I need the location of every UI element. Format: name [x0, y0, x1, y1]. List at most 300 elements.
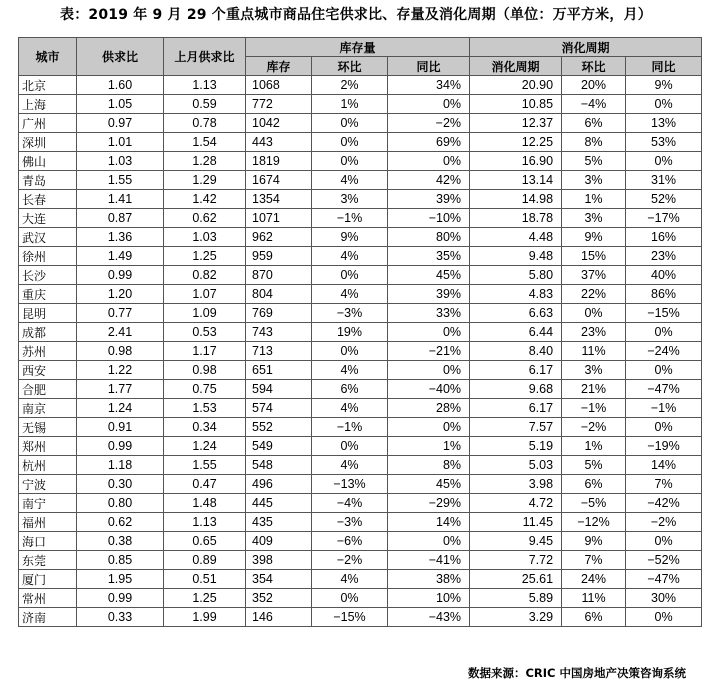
table-row [19, 95, 702, 114]
cell-inventory-yoy: 42% [388, 171, 470, 190]
cell-digestion-yoy: −52% [626, 551, 702, 570]
cell-digestion-mom: −12% [562, 513, 626, 532]
cell-last-month-ratio: 1.29 [164, 171, 246, 190]
table-row [19, 171, 702, 190]
cell-digestion-mom: 11% [562, 342, 626, 361]
cell-digestion-yoy: −19% [626, 437, 702, 456]
cell-digestion-mom: 6% [562, 475, 626, 494]
cell-inventory: 409 [246, 532, 312, 551]
cell-digestion-yoy: 0% [626, 361, 702, 380]
cell-last-month-ratio: 1.28 [164, 152, 246, 171]
cell-last-month-ratio: 0.34 [164, 418, 246, 437]
cell-city: 杭州 [19, 456, 77, 475]
header-supply-ratio: 供求比 [77, 38, 164, 76]
cell-city: 长沙 [19, 266, 77, 285]
table-row [19, 304, 702, 323]
cell-digestion-mom: 23% [562, 323, 626, 342]
cell-last-month-ratio: 1.48 [164, 494, 246, 513]
cell-digestion-yoy: 23% [626, 247, 702, 266]
cell-digestion-mom: −4% [562, 95, 626, 114]
cell-inventory-mom: 4% [312, 570, 388, 589]
cell-digestion-period: 16.90 [470, 152, 562, 171]
cell-inventory: 443 [246, 133, 312, 152]
cell-supply-ratio: 0.99 [77, 437, 164, 456]
cell-inventory-yoy: 69% [388, 133, 470, 152]
cell-supply-ratio: 1.24 [77, 399, 164, 418]
cell-supply-ratio: 1.49 [77, 247, 164, 266]
cell-digestion-mom: 9% [562, 532, 626, 551]
cell-inventory-mom: 4% [312, 399, 388, 418]
cell-inventory-mom: 0% [312, 152, 388, 171]
header-last-month-ratio: 上月供求比 [164, 38, 246, 76]
table-row [19, 247, 702, 266]
cell-inventory: 548 [246, 456, 312, 475]
cell-city: 武汉 [19, 228, 77, 247]
table-title: 表：2019 年 9 月 29 个重点城市商品住宅供求比、存量及消化周期（单位：万平方米，月） [60, 7, 652, 23]
cell-last-month-ratio: 1.99 [164, 608, 246, 627]
cell-city: 东莞 [19, 551, 77, 570]
cell-digestion-period: 9.68 [470, 380, 562, 399]
cell-digestion-period: 6.17 [470, 399, 562, 418]
cell-inventory: 1071 [246, 209, 312, 228]
cell-city: 苏州 [19, 342, 77, 361]
cell-inventory-yoy: 45% [388, 266, 470, 285]
cell-digestion-yoy: 53% [626, 133, 702, 152]
cell-digestion-period: 18.78 [470, 209, 562, 228]
cell-inventory-yoy: 0% [388, 95, 470, 114]
cell-last-month-ratio: 1.13 [164, 76, 246, 95]
cell-last-month-ratio: 0.59 [164, 95, 246, 114]
cell-digestion-mom: 11% [562, 589, 626, 608]
header-digestion-yoy: 同比 [626, 57, 702, 76]
cell-inventory: 1068 [246, 76, 312, 95]
cell-last-month-ratio: 1.07 [164, 285, 246, 304]
cell-digestion-period: 9.48 [470, 247, 562, 266]
cell-digestion-mom: 6% [562, 114, 626, 133]
cell-inventory-mom: 0% [312, 589, 388, 608]
table-row [19, 285, 702, 304]
cell-digestion-mom: −5% [562, 494, 626, 513]
table-row [19, 475, 702, 494]
cell-inventory: 772 [246, 95, 312, 114]
cell-digestion-period: 4.48 [470, 228, 562, 247]
cell-inventory-yoy: −29% [388, 494, 470, 513]
cell-inventory-yoy: 34% [388, 76, 470, 95]
cell-city: 南宁 [19, 494, 77, 513]
cell-digestion-yoy: 52% [626, 190, 702, 209]
cell-last-month-ratio: 1.54 [164, 133, 246, 152]
cell-supply-ratio: 1.95 [77, 570, 164, 589]
cell-inventory: 1674 [246, 171, 312, 190]
table-row [19, 152, 702, 171]
cell-inventory-mom: 9% [312, 228, 388, 247]
cell-digestion-mom: 24% [562, 570, 626, 589]
cell-inventory-mom: 4% [312, 361, 388, 380]
table-row [19, 494, 702, 513]
cell-city: 佛山 [19, 152, 77, 171]
table-row [19, 209, 702, 228]
header-digestion-mom: 环比 [562, 57, 626, 76]
cell-digestion-period: 20.90 [470, 76, 562, 95]
cell-supply-ratio: 1.03 [77, 152, 164, 171]
table-row [19, 76, 702, 95]
cell-inventory-mom: 19% [312, 323, 388, 342]
cell-inventory-yoy: 0% [388, 152, 470, 171]
cell-last-month-ratio: 0.98 [164, 361, 246, 380]
cell-digestion-yoy: −47% [626, 380, 702, 399]
cell-last-month-ratio: 0.82 [164, 266, 246, 285]
cell-last-month-ratio: 1.17 [164, 342, 246, 361]
cell-inventory: 1354 [246, 190, 312, 209]
cell-inventory-mom: 1% [312, 95, 388, 114]
cell-supply-ratio: 1.22 [77, 361, 164, 380]
cell-city: 厦门 [19, 570, 77, 589]
cell-inventory-mom: −4% [312, 494, 388, 513]
cell-digestion-yoy: 0% [626, 152, 702, 171]
header-city: 城市 [19, 38, 77, 76]
cell-digestion-yoy: 0% [626, 608, 702, 627]
cell-digestion-yoy: 40% [626, 266, 702, 285]
cell-digestion-period: 4.72 [470, 494, 562, 513]
cell-inventory: 352 [246, 589, 312, 608]
cell-last-month-ratio: 0.78 [164, 114, 246, 133]
cell-inventory-yoy: 45% [388, 475, 470, 494]
table-row [19, 114, 702, 133]
cell-digestion-mom: −1% [562, 399, 626, 418]
table-row [19, 228, 702, 247]
cell-digestion-period: 5.03 [470, 456, 562, 475]
cell-inventory-mom: −2% [312, 551, 388, 570]
cell-digestion-mom: 21% [562, 380, 626, 399]
cell-supply-ratio: 0.99 [77, 589, 164, 608]
cell-city: 北京 [19, 76, 77, 95]
cell-digestion-yoy: −17% [626, 209, 702, 228]
cell-digestion-period: 7.72 [470, 551, 562, 570]
cell-inventory: 870 [246, 266, 312, 285]
table-body [19, 76, 702, 627]
cell-digestion-mom: 1% [562, 437, 626, 456]
cell-digestion-period: 9.45 [470, 532, 562, 551]
cell-supply-ratio: 0.98 [77, 342, 164, 361]
cell-digestion-mom: 37% [562, 266, 626, 285]
cell-supply-ratio: 1.36 [77, 228, 164, 247]
header-inventory-yoy: 同比 [388, 57, 470, 76]
cell-inventory: 769 [246, 304, 312, 323]
cell-inventory: 651 [246, 361, 312, 380]
cell-inventory-mom: −1% [312, 418, 388, 437]
cell-digestion-period: 11.45 [470, 513, 562, 532]
cell-inventory-yoy: −41% [388, 551, 470, 570]
cell-digestion-mom: 3% [562, 171, 626, 190]
cell-digestion-mom: 5% [562, 152, 626, 171]
table-row [19, 551, 702, 570]
cell-inventory-mom: −3% [312, 513, 388, 532]
cell-last-month-ratio: 1.53 [164, 399, 246, 418]
cell-inventory: 743 [246, 323, 312, 342]
cell-last-month-ratio: 0.75 [164, 380, 246, 399]
cell-inventory-yoy: 35% [388, 247, 470, 266]
data-source-note: 数据来源：CRIC 中国房地产决策咨询系统 [467, 666, 686, 680]
cell-inventory-yoy: −21% [388, 342, 470, 361]
header-row-1 [19, 38, 702, 57]
cell-city: 常州 [19, 589, 77, 608]
cell-inventory-mom: 0% [312, 266, 388, 285]
cell-city: 合肥 [19, 380, 77, 399]
cell-inventory: 549 [246, 437, 312, 456]
cell-inventory: 445 [246, 494, 312, 513]
cell-digestion-yoy: −2% [626, 513, 702, 532]
cell-supply-ratio: 1.55 [77, 171, 164, 190]
cell-inventory: 1042 [246, 114, 312, 133]
cell-inventory: 398 [246, 551, 312, 570]
cell-digestion-mom: 3% [562, 209, 626, 228]
cell-inventory-mom: 3% [312, 190, 388, 209]
cell-city: 西安 [19, 361, 77, 380]
cell-digestion-period: 13.14 [470, 171, 562, 190]
table-row [19, 513, 702, 532]
cell-digestion-yoy: 0% [626, 323, 702, 342]
cell-last-month-ratio: 0.62 [164, 209, 246, 228]
cell-inventory-mom: 4% [312, 171, 388, 190]
cell-city: 广州 [19, 114, 77, 133]
cell-digestion-yoy: 0% [626, 95, 702, 114]
cell-inventory-yoy: −40% [388, 380, 470, 399]
cell-city: 宁波 [19, 475, 77, 494]
cell-inventory-mom: −13% [312, 475, 388, 494]
cell-digestion-yoy: −15% [626, 304, 702, 323]
cell-inventory: 354 [246, 570, 312, 589]
cell-inventory: 594 [246, 380, 312, 399]
cell-digestion-mom: 3% [562, 361, 626, 380]
header-digestion-period: 消化周期 [470, 57, 562, 76]
cell-inventory-mom: 4% [312, 285, 388, 304]
cell-supply-ratio: 0.80 [77, 494, 164, 513]
cell-digestion-period: 10.85 [470, 95, 562, 114]
cell-inventory-mom: 6% [312, 380, 388, 399]
cell-city: 上海 [19, 95, 77, 114]
cell-city: 深圳 [19, 133, 77, 152]
cell-digestion-period: 4.83 [470, 285, 562, 304]
cell-digestion-period: 3.98 [470, 475, 562, 494]
table-row [19, 437, 702, 456]
cell-city: 郑州 [19, 437, 77, 456]
cell-inventory: 435 [246, 513, 312, 532]
cell-supply-ratio: 0.38 [77, 532, 164, 551]
cell-supply-ratio: 1.60 [77, 76, 164, 95]
cell-digestion-yoy: 14% [626, 456, 702, 475]
cell-supply-ratio: 0.30 [77, 475, 164, 494]
header-inventory: 库存 [246, 57, 312, 76]
header-inventory-mom: 环比 [312, 57, 388, 76]
cell-digestion-yoy: −1% [626, 399, 702, 418]
cell-digestion-period: 8.40 [470, 342, 562, 361]
table-row [19, 570, 702, 589]
cell-last-month-ratio: 0.65 [164, 532, 246, 551]
table-row [19, 190, 702, 209]
cell-inventory-yoy: 0% [388, 323, 470, 342]
cell-digestion-mom: −2% [562, 418, 626, 437]
cell-digestion-yoy: 9% [626, 76, 702, 95]
housing-data-table [18, 37, 702, 627]
cell-city: 福州 [19, 513, 77, 532]
cell-city: 青岛 [19, 171, 77, 190]
cell-digestion-mom: 0% [562, 304, 626, 323]
cell-supply-ratio: 1.01 [77, 133, 164, 152]
cell-city: 南京 [19, 399, 77, 418]
cell-digestion-period: 12.37 [470, 114, 562, 133]
cell-digestion-yoy: 31% [626, 171, 702, 190]
cell-digestion-period: 3.29 [470, 608, 562, 627]
cell-digestion-yoy: −47% [626, 570, 702, 589]
cell-digestion-yoy: 13% [626, 114, 702, 133]
cell-inventory-yoy: 33% [388, 304, 470, 323]
cell-inventory: 713 [246, 342, 312, 361]
cell-inventory-yoy: 10% [388, 589, 470, 608]
cell-supply-ratio: 0.91 [77, 418, 164, 437]
cell-digestion-yoy: 0% [626, 418, 702, 437]
cell-supply-ratio: 0.85 [77, 551, 164, 570]
cell-city: 成都 [19, 323, 77, 342]
cell-digestion-mom: 8% [562, 133, 626, 152]
cell-digestion-period: 5.19 [470, 437, 562, 456]
cell-digestion-mom: 6% [562, 608, 626, 627]
cell-last-month-ratio: 1.25 [164, 247, 246, 266]
cell-digestion-yoy: 30% [626, 589, 702, 608]
cell-digestion-period: 6.63 [470, 304, 562, 323]
cell-digestion-yoy: −42% [626, 494, 702, 513]
cell-inventory-yoy: 0% [388, 532, 470, 551]
cell-inventory: 1819 [246, 152, 312, 171]
cell-inventory-yoy: −10% [388, 209, 470, 228]
cell-inventory-mom: −15% [312, 608, 388, 627]
cell-last-month-ratio: 1.55 [164, 456, 246, 475]
cell-digestion-yoy: −24% [626, 342, 702, 361]
cell-digestion-yoy: 7% [626, 475, 702, 494]
cell-inventory-mom: 2% [312, 76, 388, 95]
cell-inventory-yoy: 0% [388, 361, 470, 380]
cell-inventory-yoy: 14% [388, 513, 470, 532]
cell-supply-ratio: 2.41 [77, 323, 164, 342]
cell-inventory-yoy: 38% [388, 570, 470, 589]
table-row [19, 266, 702, 285]
cell-inventory-yoy: 80% [388, 228, 470, 247]
cell-inventory: 804 [246, 285, 312, 304]
cell-digestion-period: 12.25 [470, 133, 562, 152]
cell-supply-ratio: 0.77 [77, 304, 164, 323]
cell-inventory-mom: 0% [312, 437, 388, 456]
cell-inventory-yoy: −43% [388, 608, 470, 627]
cell-inventory: 959 [246, 247, 312, 266]
cell-supply-ratio: 1.41 [77, 190, 164, 209]
cell-digestion-mom: 5% [562, 456, 626, 475]
cell-last-month-ratio: 0.89 [164, 551, 246, 570]
cell-last-month-ratio: 0.47 [164, 475, 246, 494]
cell-digestion-period: 25.61 [470, 570, 562, 589]
cell-digestion-mom: 1% [562, 190, 626, 209]
cell-last-month-ratio: 1.42 [164, 190, 246, 209]
table-row [19, 380, 702, 399]
table-row [19, 456, 702, 475]
cell-supply-ratio: 1.05 [77, 95, 164, 114]
cell-inventory: 496 [246, 475, 312, 494]
cell-last-month-ratio: 0.51 [164, 570, 246, 589]
cell-city: 徐州 [19, 247, 77, 266]
cell-inventory-mom: 4% [312, 247, 388, 266]
cell-digestion-mom: 15% [562, 247, 626, 266]
table-row [19, 418, 702, 437]
cell-digestion-mom: 20% [562, 76, 626, 95]
table-row [19, 399, 702, 418]
cell-inventory-yoy: 8% [388, 456, 470, 475]
cell-city: 长春 [19, 190, 77, 209]
cell-inventory-yoy: 28% [388, 399, 470, 418]
cell-inventory-mom: −1% [312, 209, 388, 228]
cell-digestion-period: 5.80 [470, 266, 562, 285]
cell-inventory: 574 [246, 399, 312, 418]
cell-inventory-yoy: −2% [388, 114, 470, 133]
cell-supply-ratio: 1.20 [77, 285, 164, 304]
cell-last-month-ratio: 1.24 [164, 437, 246, 456]
table-row [19, 589, 702, 608]
table-row [19, 532, 702, 551]
cell-last-month-ratio: 1.09 [164, 304, 246, 323]
header-digestion-group: 消化周期 [470, 38, 702, 57]
cell-digestion-period: 7.57 [470, 418, 562, 437]
cell-last-month-ratio: 1.25 [164, 589, 246, 608]
cell-city: 重庆 [19, 285, 77, 304]
cell-last-month-ratio: 1.03 [164, 228, 246, 247]
header-inventory-group: 库存量 [246, 38, 470, 57]
cell-digestion-yoy: 16% [626, 228, 702, 247]
cell-last-month-ratio: 0.53 [164, 323, 246, 342]
cell-digestion-yoy: 86% [626, 285, 702, 304]
cell-digestion-mom: 9% [562, 228, 626, 247]
cell-city: 大连 [19, 209, 77, 228]
cell-supply-ratio: 1.18 [77, 456, 164, 475]
table-row [19, 361, 702, 380]
cell-inventory-yoy: 1% [388, 437, 470, 456]
cell-last-month-ratio: 1.13 [164, 513, 246, 532]
table-row [19, 133, 702, 152]
table-row [19, 342, 702, 361]
cell-digestion-mom: 22% [562, 285, 626, 304]
cell-digestion-period: 6.44 [470, 323, 562, 342]
cell-supply-ratio: 1.77 [77, 380, 164, 399]
cell-city: 海口 [19, 532, 77, 551]
cell-inventory-mom: −6% [312, 532, 388, 551]
cell-inventory-yoy: 39% [388, 190, 470, 209]
cell-digestion-period: 6.17 [470, 361, 562, 380]
cell-inventory-mom: 0% [312, 114, 388, 133]
cell-city: 济南 [19, 608, 77, 627]
cell-inventory-mom: 0% [312, 133, 388, 152]
cell-digestion-mom: 7% [562, 551, 626, 570]
cell-inventory-mom: −3% [312, 304, 388, 323]
cell-inventory-mom: 4% [312, 456, 388, 475]
cell-digestion-yoy: 0% [626, 532, 702, 551]
table-row [19, 323, 702, 342]
cell-inventory-yoy: 39% [388, 285, 470, 304]
cell-inventory: 552 [246, 418, 312, 437]
cell-supply-ratio: 0.97 [77, 114, 164, 133]
cell-city: 昆明 [19, 304, 77, 323]
cell-inventory-mom: 0% [312, 342, 388, 361]
cell-supply-ratio: 0.99 [77, 266, 164, 285]
cell-inventory-yoy: 0% [388, 418, 470, 437]
cell-digestion-period: 5.89 [470, 589, 562, 608]
cell-supply-ratio: 0.87 [77, 209, 164, 228]
cell-inventory: 962 [246, 228, 312, 247]
